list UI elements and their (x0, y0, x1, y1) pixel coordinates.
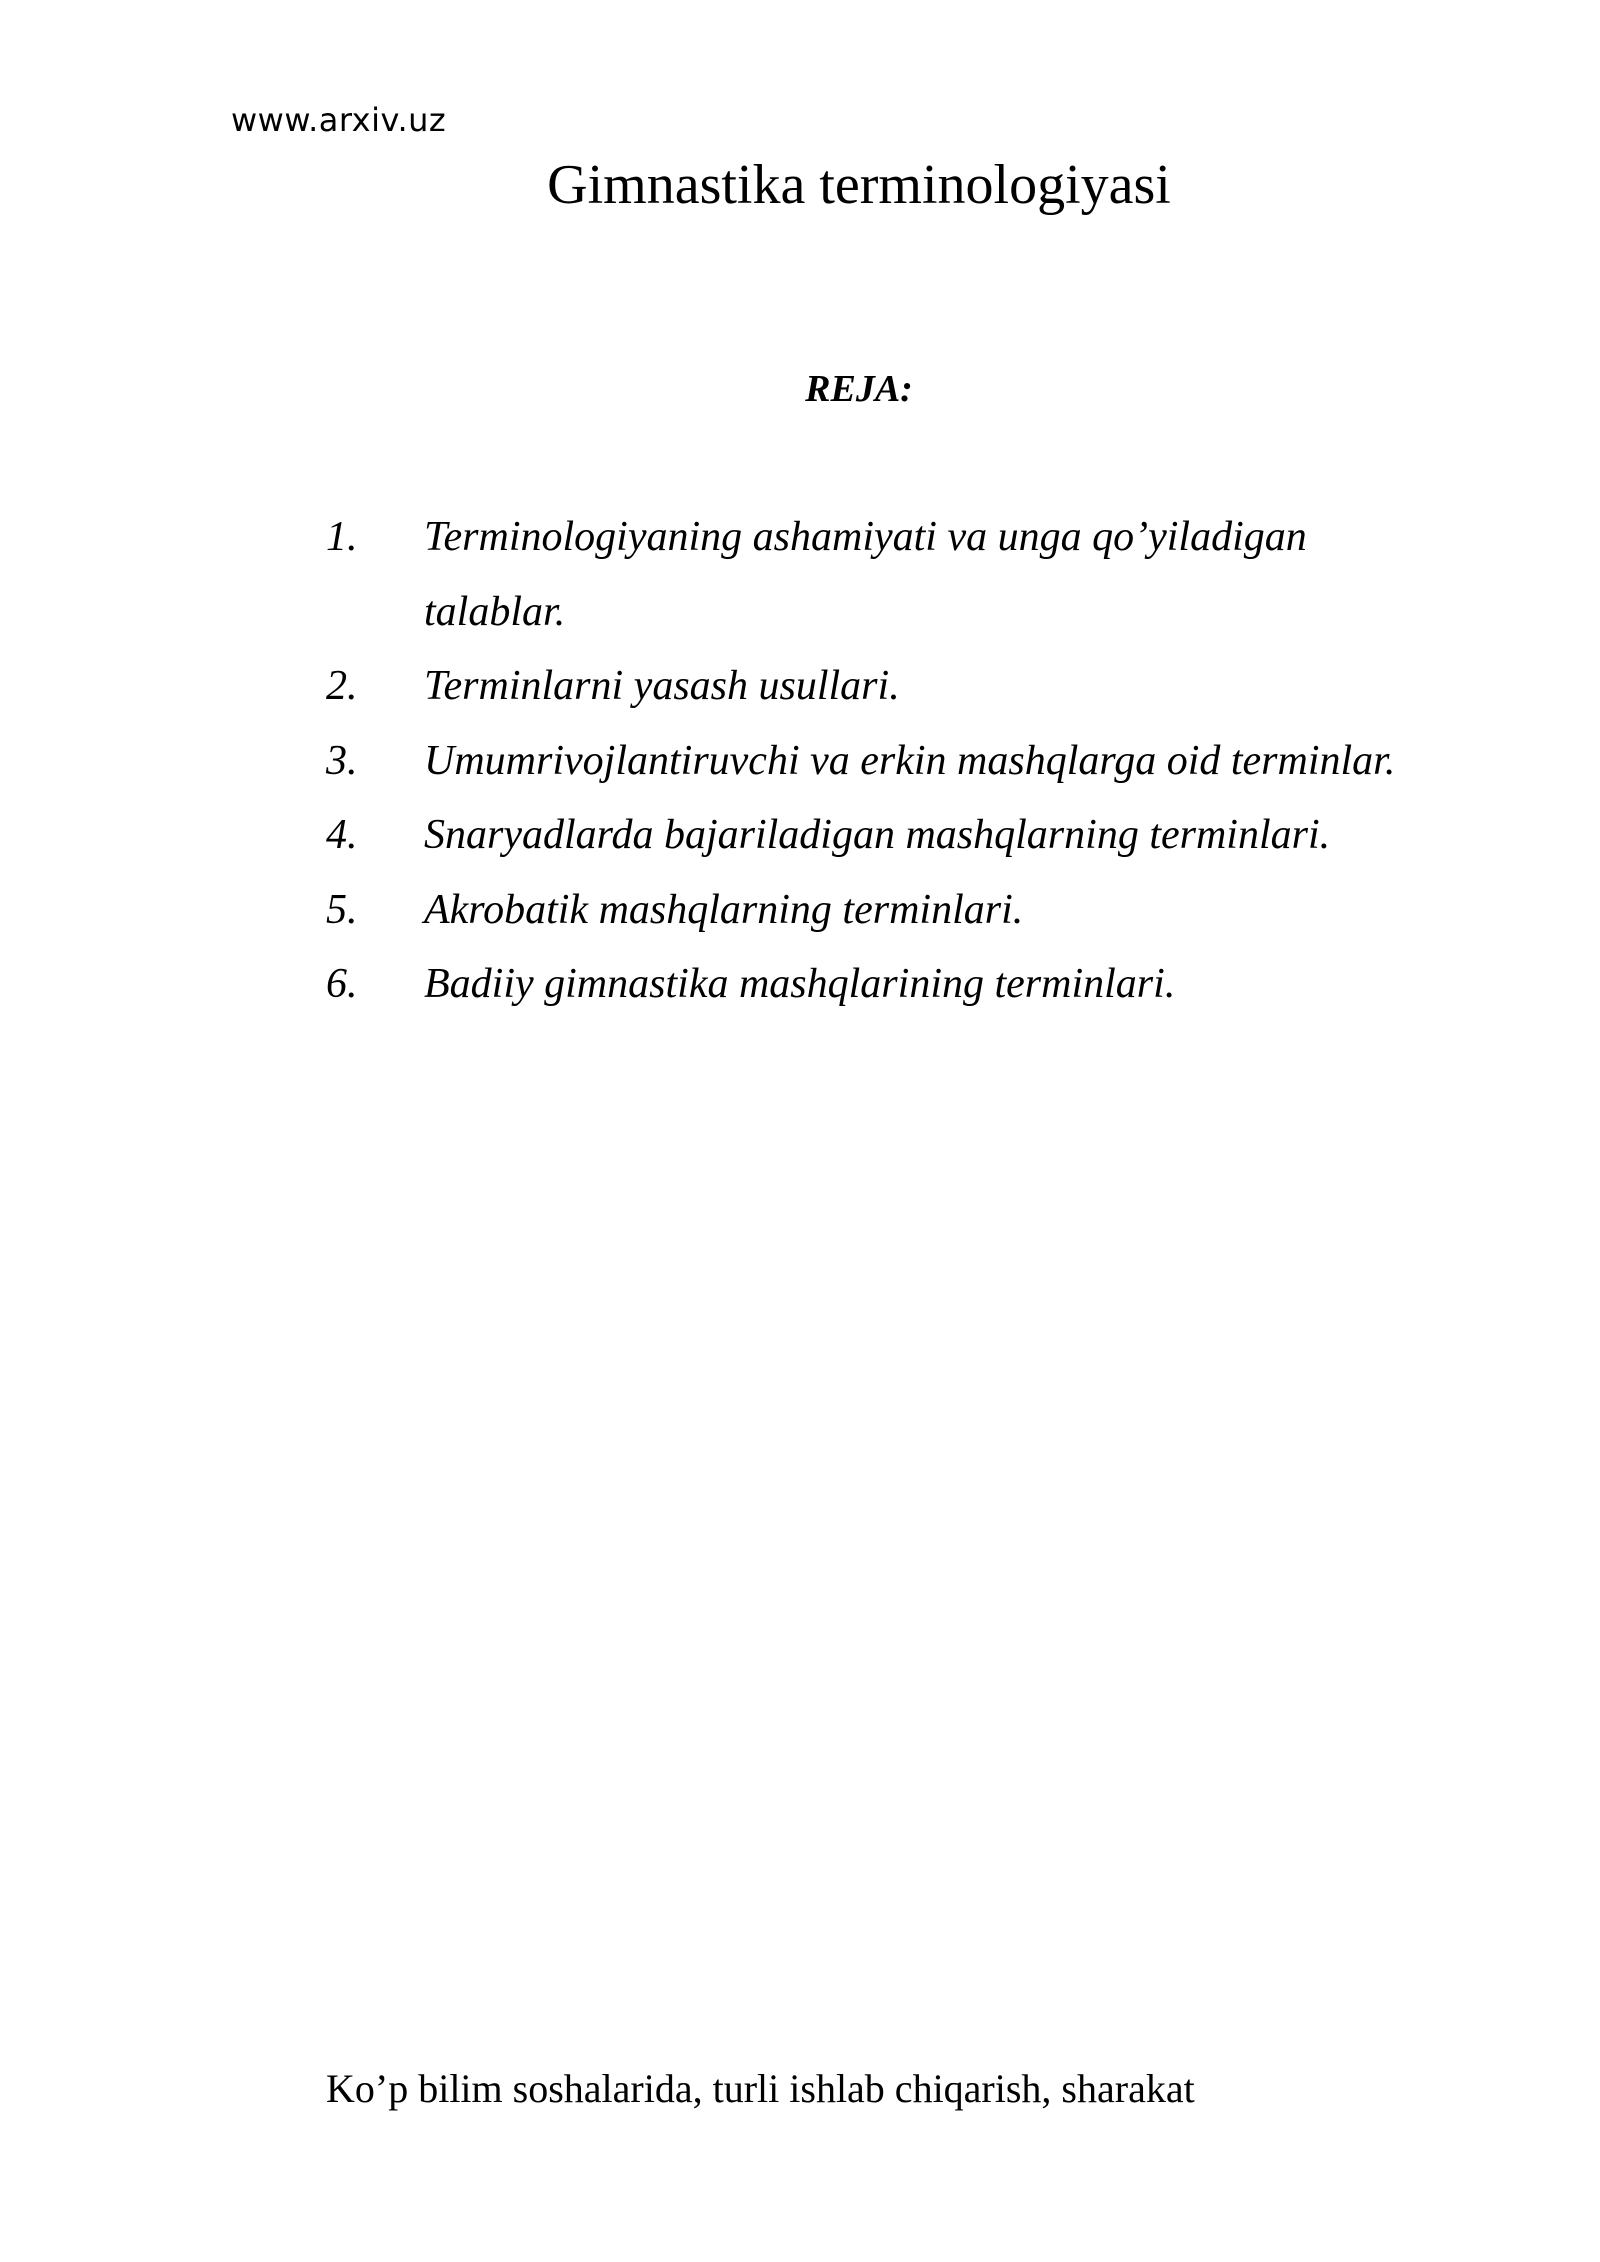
plan-item (326, 947, 1424, 1022)
plan-item-text: Badiiy gimnastika mashqlarining terminlari. (424, 961, 1176, 1007)
plan-item (326, 724, 1424, 799)
plan-item (326, 649, 1424, 724)
plan-item (326, 500, 1424, 649)
plan-item-number: 2. (326, 663, 358, 709)
plan-item-text: Umumrivojlantiruvchi va erkin mashqlarga oid terminlar. (424, 737, 1396, 784)
plan-item-number: 5. (326, 886, 358, 933)
plan-item-text: Terminlarni yasash usullari. (424, 663, 900, 709)
plan-item-text: Terminologiyaning ashamiyati va unga qo’yiladigan talablar. (424, 514, 1307, 635)
plan-item-text: Akrobatik mashqlarning terminlari. (424, 886, 1024, 933)
plan-item (326, 798, 1424, 873)
plan-item (326, 873, 1424, 948)
plan-item-number: 3. (326, 737, 358, 784)
plan-item-text: Snaryadlarda bajariladigan mashqlarning terminlari. (424, 812, 1331, 858)
plan-heading: REJA: (805, 368, 913, 410)
plan-item-number: 4. (326, 812, 358, 858)
plan-list (326, 500, 1424, 1022)
document-title: Gimnastika terminologiyasi (547, 154, 1171, 216)
plan-item-number: 1. (326, 514, 358, 560)
plan-item-number: 6. (326, 961, 358, 1007)
body-paragraph: Ko’p bilim soshalarida, turli ishlab chiqarish, sharakat (326, 2066, 1195, 2111)
site-url: www.arxiv.uz (231, 101, 447, 139)
